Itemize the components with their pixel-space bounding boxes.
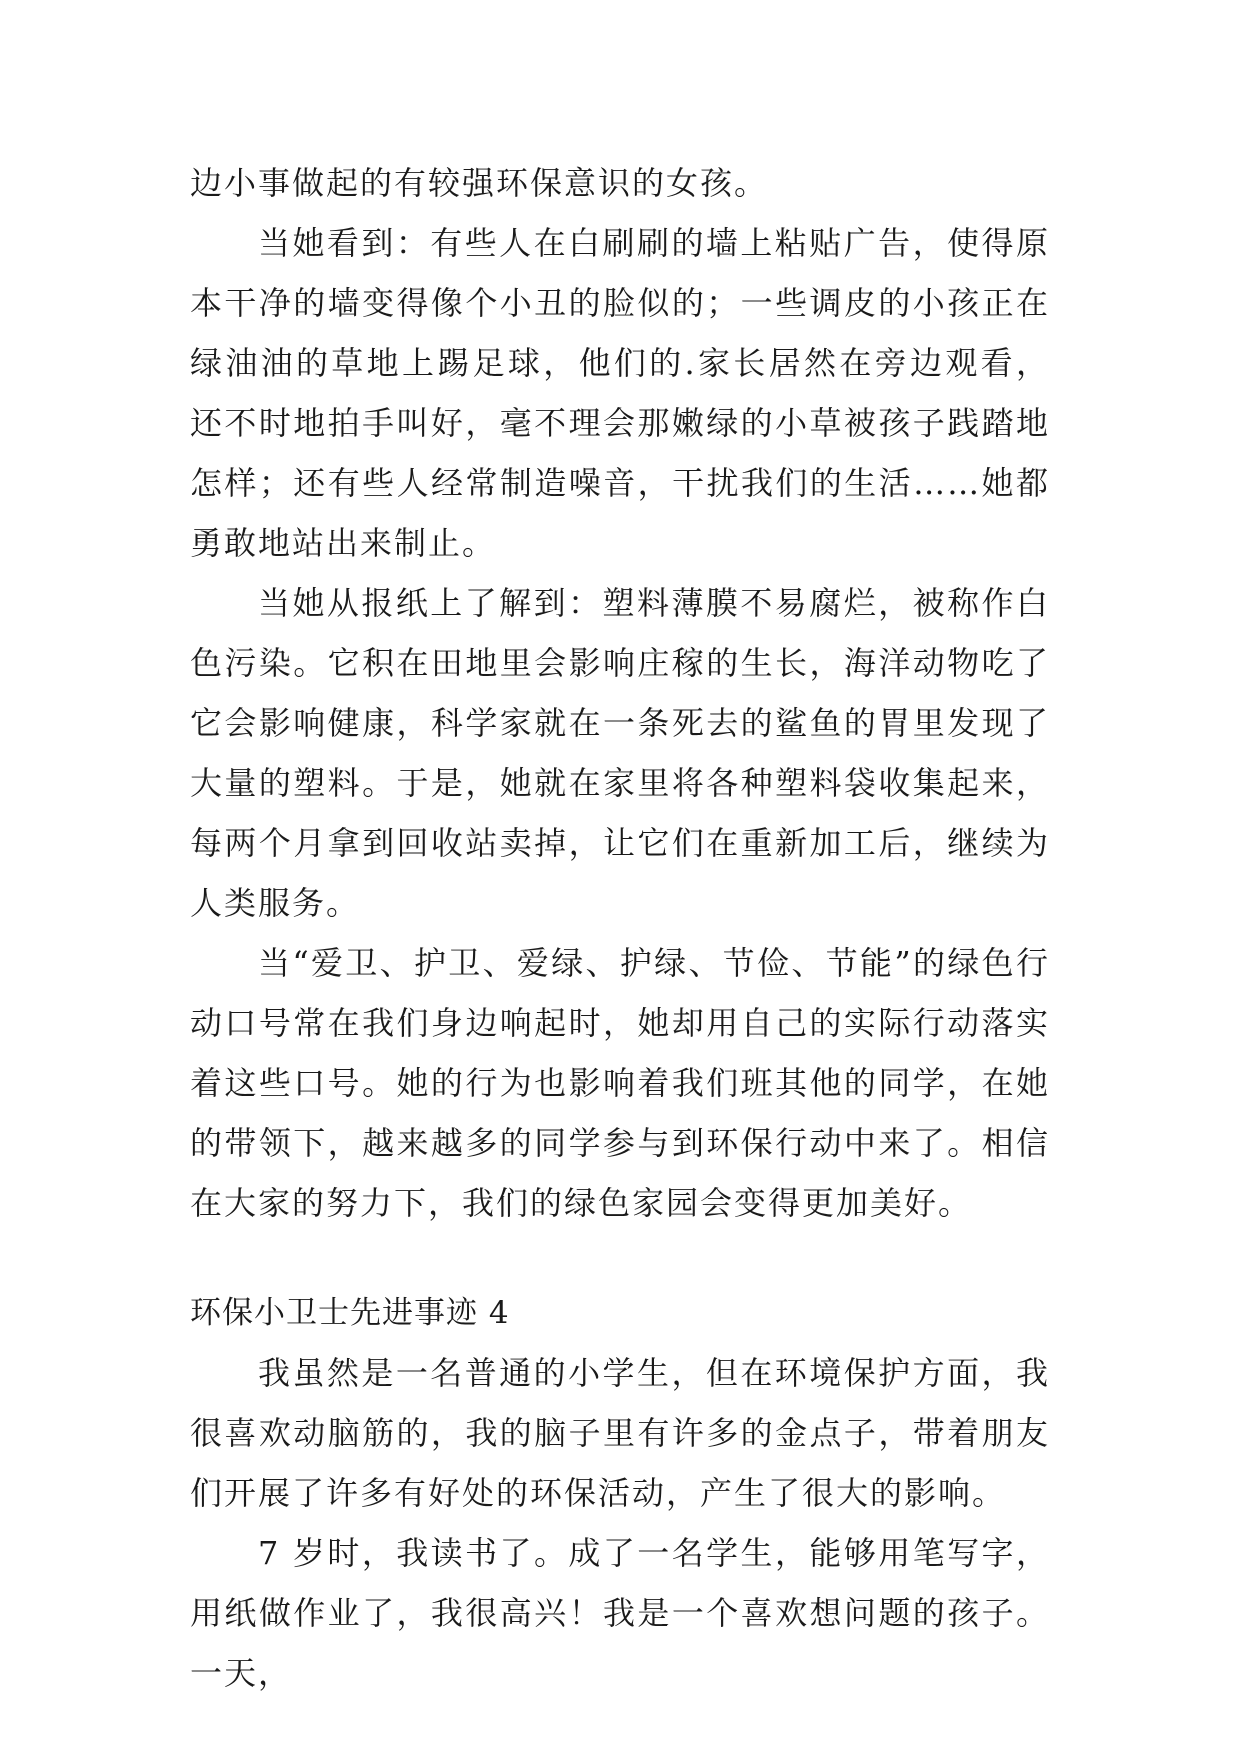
paragraph-age-seven: 7 岁时，我读书了。成了一名学生，能够用笔写字，用纸做作业了，我很高兴！我是一个喜欢想问题的孩子。一天， [190,1534,1050,1692]
paragraph-green-slogans: 当“爱卫、护卫、爱绿、护绿、节俭、节能”的绿色行动口号常在我们身边响起时，她却用自己的实际行动落实着这些口号。她的行为也影响着我们班其他的同学，在她的带领下，越来越多的同学参与到环保行动中来了。相信在大家的努力下，我们的绿色家园会变得更加美好。 [190,944,1050,1222]
document-body [190,153,1050,1703]
paragraph-introduction: 我虽然是一名普通的小学生，但在环境保护方面，我很喜欢动脑筋的，我的脑子里有许多的金点子，带着朋友们开展了许多有好处的环保活动，产生了很大的影响。 [190,1354,1050,1512]
paragraph-plastic-pollution: 当她从报纸上了解到：塑料薄膜不易腐烂，被称作白色污染。它积在田地里会影响庄稼的生长，海洋动物吃了它会影响健康，科学家就在一条死去的鲨鱼的胃里发现了大量的塑料。于是，她就在家里将各种塑料袋收集起来，每两个月拿到回收站卖掉，让它们在重新加工后，继续为人类服务。 [190,584,1050,922]
paragraph-wall-and-lawn: 当她看到：有些人在白刷刷的墙上粘贴广告，使得原本干净的墙变得像个小丑的脸似的；一些调皮的小孩正在绿油油的草地上踢足球，他们的.家长居然在旁边观看，还不时地拍手叫好，毫不理会那嫩绿的小草被孩子践踏地怎样；还有些人经常制造噪音，干扰我们的生活……她都勇敢地站出来制止。 [190,224,1050,562]
paragraph-continuation: 边小事做起的有较强环保意识的女孩。 [190,164,769,202]
section-title: 环保小卫士先进事迹 4 [190,1295,510,1331]
